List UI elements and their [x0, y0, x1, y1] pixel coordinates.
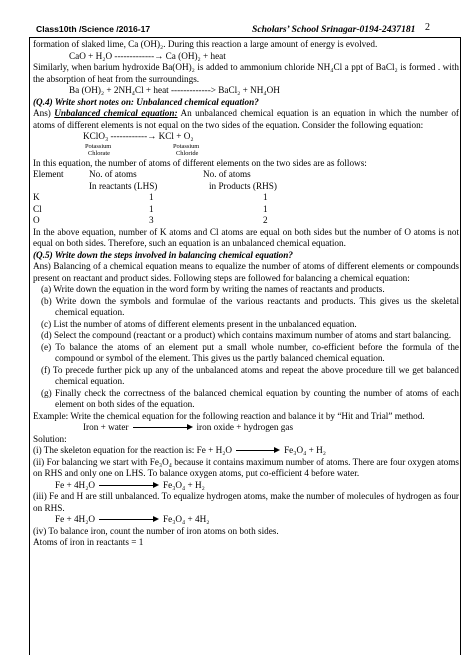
list-item: (e) To balance the atoms of an element put a small whole number, co-efficient before the formula of the compound or symbol of the element. This gives us the partly balanced chemical equation. [41, 341, 459, 363]
equation [33, 514, 459, 526]
table-cell: Cl [33, 203, 42, 214]
table-cell: 1 [149, 192, 154, 202]
list-item: (b) Write down the symbols and formulae of the various reactants and products. This gives us the skeletal chemical equation. [41, 295, 459, 317]
arrow-icon [133, 424, 193, 431]
reactants: Iron + water [83, 422, 129, 432]
question-heading: (Q.4) Write short notes on: Unbalanced chemical equation? [33, 96, 259, 107]
table-header: No. of atoms [203, 169, 251, 179]
label: Potassium [173, 142, 200, 150]
table-cell: 3 [149, 215, 154, 225]
label: Chloride [176, 150, 199, 157]
table-header: No. of atoms [89, 169, 137, 179]
products: Fe₃O₄ + H₂ [163, 479, 205, 490]
list-item: (d) Select the compound (reactant or a product) which contains maximum number of atoms and start balancing. [41, 330, 451, 340]
table-cell: K [33, 192, 40, 202]
products: Fe₃O₄ + H₂ [284, 445, 326, 455]
reactants: Fe + 4H₂O [55, 479, 96, 490]
solution-label: Solution: [33, 433, 67, 444]
list-item: (g) Finally check the correctness of the balanced chemical equation by counting the number of atoms of each element on both sides of the equation. [41, 387, 459, 409]
header-school-name: Scholars’ School Srinagar-0194-2437181 [252, 24, 416, 35]
page-header [0, 24, 474, 38]
paragraph: In the above equation, number of K atoms and Cl atoms are equal on both sides but the number of O atoms is not equal on both sides. Therefore, such an equation is an unbalanced chemical equation. [33, 226, 459, 248]
answer-prefix: Ans) [33, 108, 55, 118]
label: Potassium [85, 142, 112, 150]
list-item: (f) To precede further pick up any of the unbalanced atoms and repeat the above procedure till we get balanced chemical equation. [41, 364, 459, 386]
equation-labels [33, 143, 459, 158]
reactants: Fe + 4H₂O [55, 514, 96, 524]
equation [33, 480, 459, 492]
solution-step [33, 445, 459, 457]
table-cell: 2 [263, 215, 268, 225]
solution-step: (iv) To balance iron, count the number of iron atoms on both sides. [33, 525, 279, 536]
equation: CaO + H₂O -------------→ Ca (OH)₂ + heat [69, 50, 226, 61]
table-header: in Products (RHS) [209, 180, 277, 191]
products: iron oxide + hydrogen gas [196, 422, 294, 432]
arrow-icon [236, 447, 280, 454]
step-text: (i) The skeleton equation for the reaction is: Fe + H₂O [33, 445, 233, 455]
equation: KClO₃ ------------→ KCl + O₂ [83, 131, 194, 141]
arrow-icon [99, 482, 159, 489]
table-cell: 1 [149, 203, 154, 214]
steps-list [33, 284, 459, 411]
answer-term: Unbalanced chemical equation: [54, 108, 178, 118]
table-cell: 1 [263, 203, 268, 214]
word-equation [33, 422, 459, 434]
page-number: 2 [425, 22, 430, 33]
answer-paragraph [33, 108, 459, 131]
paragraph: Similarly, when barium hydroxide Ba(OH)₂ is added to ammonium chloride NH₄Cl a ppt of BaCl₂ is formed . with the absorption of heat from the surroundings. [33, 62, 459, 84]
equation: Ba (OH)₂ + 2NH₄Cl + heat -------------> BaCl₂ + NH₄OH [69, 85, 280, 95]
label: Chlorate [88, 150, 111, 157]
header-class-label: Class10th /Science /2016-17 [36, 24, 151, 34]
solution-step: Atoms of iron in reactants = 1 [33, 537, 144, 547]
table-header: In reactants (LHS) [89, 180, 158, 191]
products: Fe₃O₄ + 4H₂ [163, 514, 210, 524]
list-item: (c) List the number of atoms of different elements present in the unbalanced equation. [41, 318, 357, 329]
table-cell: 1 [263, 192, 268, 202]
answer-paragraph: Ans) Balancing of a chemical equation means to equalize the number of atoms of different elements or compounds present on reactant and product sides. Following steps are followed for balancing a chemical equation: [33, 261, 459, 283]
arrow-icon [99, 516, 159, 523]
document-content [33, 39, 459, 549]
text-line: formation of slaked lime, Ca (OH)₂. During this reaction a large amount of energy is evolved. [33, 39, 378, 49]
atom-count-table [33, 169, 459, 227]
list-item: (a) Write down the equation in the word form by writing the names of reactants and products. [41, 284, 385, 294]
question-heading: (Q.5) Write down the steps involved in balancing chemical equation? [33, 249, 293, 260]
table-header: Element [33, 169, 64, 179]
paragraph: In this equation, the number of atoms of different elements on the two sides are as follows: [33, 157, 367, 168]
paragraph: Example: Write the chemical equation for the following reaction and balance it by “Hit and Trial” method. [33, 410, 425, 421]
answer-text: An unbalanced chemical equation is an equation in which the number of atoms of different elements is not equal on the two sides of the equation. Consider the following equation: [33, 108, 459, 130]
table-cell: O [33, 215, 40, 225]
solution-step: (ii) For balancing we start with Fe₃O₄ because it contains maximum number of atoms. There are four oxygen atoms on RHS and only one on LHS. To balance oxygen atoms, put co-efficient 4 before water. [33, 456, 459, 478]
solution-step: (iii) Fe and H are still unbalanced. To equalize hydrogen atoms, make the number of molecules of hydrogen as four on RHS. [33, 491, 459, 513]
